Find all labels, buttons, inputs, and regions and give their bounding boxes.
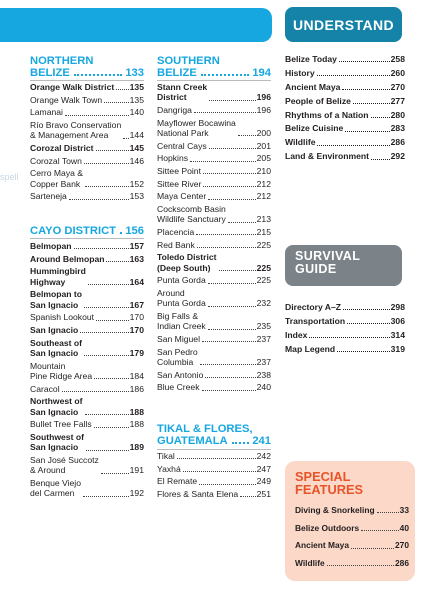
toc-entry-title: Big Falls & Indian Creek	[157, 311, 206, 332]
toc-entry	[157, 275, 271, 285]
toc-entry	[285, 344, 405, 354]
leader-dots	[65, 115, 129, 116]
toc-entry-page: 152	[129, 178, 144, 189]
toc-entry-page: 306	[390, 315, 405, 326]
toc-entry-title: Land & Environment	[285, 151, 370, 162]
toc-entry-title: Blue Creek	[157, 382, 200, 393]
toc-entry-page: 179	[129, 348, 144, 359]
toc-entry-page: 196	[256, 92, 271, 103]
toc-entry	[157, 382, 271, 392]
toc-entry-title: Corozal Town	[30, 155, 82, 166]
toc-entry-title: Lamanai	[30, 107, 63, 118]
section-entries	[157, 82, 271, 395]
toc-entry-page: 247	[256, 463, 271, 474]
leader-dots	[116, 89, 128, 90]
leader-dots	[80, 332, 128, 333]
section-heading-text: GUATEMALA	[157, 435, 228, 447]
toc-entry-page: 191	[129, 465, 144, 476]
section-entries	[157, 451, 271, 502]
toc-entry-title: Central Cays	[157, 140, 207, 151]
toc-entry-page: 212	[256, 191, 271, 202]
toc-entry-title: Yaxhá	[157, 463, 181, 474]
toc-entry	[285, 316, 405, 326]
toc-entry-page: 237	[256, 357, 271, 368]
leader-dots	[106, 261, 128, 262]
toc-entry	[295, 523, 409, 533]
special-features-box	[285, 461, 415, 581]
toc-entry	[157, 464, 271, 474]
leader-dots	[74, 248, 129, 249]
toc-entry-title: Mayflower Bocawina National Park	[157, 117, 236, 138]
toc-entry	[157, 105, 271, 115]
leader-dots	[347, 323, 389, 324]
toc-entry-page: 298	[390, 302, 405, 312]
leader-dots	[327, 565, 394, 566]
toc-entry-title: Orange Walk Town	[30, 94, 103, 105]
leader-dots	[196, 234, 255, 235]
leader-dots	[228, 222, 256, 223]
leader-dots	[371, 117, 390, 118]
section-heading-text: NORTHERN	[30, 55, 94, 67]
leader-dots	[353, 103, 390, 104]
toc-entry-title: Around Punta Gorda	[157, 288, 206, 309]
section-heading	[157, 423, 271, 447]
leader-dots	[85, 186, 129, 187]
toc-entry-page: 205	[256, 153, 271, 164]
toc-entry-page: 33	[399, 505, 409, 515]
leader-dots	[209, 148, 256, 149]
toc-entry	[30, 289, 144, 310]
toc-entry	[30, 82, 144, 92]
heading-leader-dots	[74, 74, 123, 76]
toc-entry-title: Maya Center	[157, 191, 207, 202]
section-heading-page: 194	[252, 67, 271, 79]
leader-dots	[69, 199, 129, 200]
toc-entry-title: Southwest of San Ignacio	[30, 432, 84, 453]
leader-dots	[83, 496, 129, 497]
section-heading-text: SOUTHERN	[157, 55, 220, 67]
toc-entry-page: 153	[129, 191, 144, 202]
toc-entry-title: Corozal District	[30, 143, 94, 154]
toc-entry	[157, 179, 271, 189]
leader-dots	[84, 307, 129, 308]
toc-entry-title: Belmopan	[30, 241, 72, 251]
toc-entry-page: 192	[129, 488, 144, 499]
toc-entry	[157, 311, 271, 332]
toc-entry	[30, 107, 144, 117]
toc-entry	[157, 370, 271, 380]
toc-entry	[30, 254, 144, 264]
leader-dots	[194, 112, 256, 113]
toc-entry-title: San José Succotz & Around	[30, 455, 99, 476]
toc-entry-page: 140	[129, 107, 144, 118]
toc-entry-page: 188	[129, 406, 144, 417]
toc-entry-page: 232	[256, 298, 271, 309]
toc-entry	[30, 120, 144, 141]
toc-entry-page: 270	[395, 540, 409, 551]
top-color-band	[0, 8, 272, 42]
toc-entry-title: Dangriga	[157, 104, 192, 115]
toc-entry-page: 235	[256, 321, 271, 332]
leader-dots	[208, 199, 255, 200]
toc-entry-page: 258	[390, 54, 405, 64]
toc-entry-page: 237	[256, 334, 271, 345]
toc-entry-page: 270	[390, 81, 405, 92]
toc-entry	[30, 241, 144, 251]
leader-dots	[86, 450, 129, 451]
leader-dots	[351, 548, 394, 549]
toc-entry-page: 319	[390, 343, 405, 354]
toc-entry-title: San Pedro Columbia	[157, 346, 198, 368]
leader-dots	[208, 283, 256, 284]
toc-entry-page: 314	[390, 329, 405, 340]
section-divider	[30, 80, 144, 81]
toc-entry	[30, 419, 144, 429]
toc-entry-title: El Remate	[157, 476, 198, 487]
toc-entry	[30, 143, 144, 153]
toc-entry	[285, 137, 405, 147]
toc-entry-page: 286	[390, 137, 405, 148]
leader-dots	[361, 530, 398, 531]
toc-entry-page: 164	[129, 276, 144, 287]
toc-entry-page: 184	[129, 371, 144, 381]
toc-entry-title: Orange Walk District	[30, 82, 115, 92]
toc-entry-title: Cerro Maya & Copper Bank	[30, 168, 84, 189]
toc-entry-page: 145	[129, 143, 144, 154]
toc-entry-page: 200	[256, 127, 271, 138]
section-heading-text: CAYO DISTRICT	[30, 225, 116, 237]
leader-dots	[203, 173, 256, 174]
toc-entry	[157, 153, 271, 163]
leader-dots	[177, 458, 256, 459]
toc-entry	[157, 191, 271, 201]
toc-entry	[295, 505, 409, 515]
toc-entry	[30, 455, 144, 476]
toc-entry-page: 201	[256, 140, 271, 151]
section-heading-page: 133	[125, 67, 144, 79]
toc-entry-page: 196	[256, 104, 271, 115]
toc-entry-page: 189	[129, 442, 144, 453]
leader-dots	[84, 355, 129, 356]
toc-entry-title: Index	[285, 329, 308, 340]
toc-entry-title: Punta Gorda	[157, 275, 206, 286]
understand-list	[285, 54, 405, 165]
leader-dots	[309, 337, 389, 338]
toc-entry-title: Diving & Snorkeling	[295, 505, 375, 515]
leader-dots	[94, 378, 129, 379]
leader-dots	[317, 75, 390, 76]
leader-dots	[84, 163, 129, 164]
toc-entry	[30, 168, 144, 189]
toc-entry	[285, 96, 405, 106]
toc-entry-title: Río Bravo Conservation & Management Area	[30, 120, 122, 141]
section-heading-text: BELIZE	[30, 67, 70, 79]
leader-dots	[342, 89, 389, 90]
section-heading-page: 156	[125, 225, 144, 237]
toc-entry-page: 186	[129, 383, 144, 394]
leader-dots	[85, 414, 129, 415]
leader-dots	[101, 473, 129, 474]
toc-entry-page: 260	[390, 67, 405, 78]
toc-entry	[285, 302, 405, 312]
section-entries	[30, 241, 144, 501]
special-features-title: SPECIAL FEATURES	[295, 469, 364, 497]
toc-entry-title: Directory A–Z	[285, 302, 342, 312]
leader-dots	[205, 377, 255, 378]
leader-dots	[96, 320, 129, 321]
toc-entry-title: Sittee Point	[157, 166, 201, 177]
toc-entry-page: 225	[256, 275, 271, 286]
section-heading-text: BELIZE	[157, 67, 197, 79]
toc-entry-title: San Ignacio	[30, 325, 79, 336]
leader-dots	[337, 351, 390, 352]
toc-entry	[157, 489, 271, 499]
toc-entry-page: 163	[129, 253, 144, 264]
leader-dots	[371, 159, 390, 160]
toc-entry	[30, 338, 144, 359]
leader-dots	[88, 284, 129, 285]
toc-entry-title: Hopkins	[157, 153, 189, 164]
leader-dots	[377, 512, 399, 513]
toc-entry-page: 212	[256, 178, 271, 189]
toc-entry	[30, 325, 144, 335]
leader-dots	[202, 390, 256, 391]
toc-entry	[285, 110, 405, 120]
toc-entry-title: Belmopan to San Ignacio	[30, 289, 83, 310]
toc-entry-title: Rhythms of a Nation	[285, 109, 369, 120]
toc-entry	[30, 191, 144, 201]
toc-entry-title: Cockscomb Basin Wildlife Sanctuary	[157, 204, 226, 225]
toc-entry-page: 144	[129, 130, 144, 141]
toc-entry-page: 277	[390, 95, 405, 106]
toc-entry	[157, 82, 271, 103]
leader-dots	[199, 484, 256, 485]
toc-entry-title: Flores & Santa Elena	[157, 489, 239, 500]
toc-entry	[157, 141, 271, 151]
toc-entry-title: Sittee River	[157, 178, 202, 189]
toc-entry-title: Wildlife	[295, 558, 325, 569]
heading-leader-dots	[201, 74, 250, 76]
toc-entry-page: 40	[399, 522, 409, 533]
toc-entry-title: Wildlife	[285, 137, 316, 148]
leader-dots	[208, 306, 256, 307]
toc-entry-page: 210	[256, 166, 271, 177]
toc-entry-page: 283	[390, 123, 405, 134]
toc-entry-page: 240	[256, 382, 271, 393]
toc-entry-title: Caracol	[30, 383, 60, 394]
toc-entry-page: 135	[129, 94, 144, 105]
faint-bleed-text: spell	[0, 172, 19, 182]
toc-entry	[157, 334, 271, 344]
section-heading	[157, 55, 271, 79]
leader-dots	[183, 471, 256, 472]
toc-entry-title: Mountain Pine Ridge Area	[30, 360, 93, 381]
toc-entry	[30, 432, 144, 453]
toc-entry-page: 242	[256, 451, 271, 461]
leader-dots	[240, 496, 255, 497]
toc-entry-page: 213	[256, 214, 271, 225]
toc-entry	[30, 396, 144, 417]
survival-guide-heading	[285, 245, 402, 286]
toc-entry-page: 146	[129, 155, 144, 166]
section-heading-text: TIKAL & FLORES,	[157, 423, 253, 435]
survival-guide-list	[285, 302, 405, 358]
toc-entry-page: 215	[256, 227, 271, 238]
section-entries	[30, 82, 144, 204]
toc-entry	[157, 347, 271, 368]
toc-entry-title: Tikal	[157, 451, 175, 461]
toc-entry	[157, 476, 271, 486]
leader-dots	[203, 186, 255, 187]
toc-entry-page: 170	[129, 312, 144, 323]
toc-entry-title: Belize Cuisine	[285, 123, 344, 134]
toc-entry-title: Red Bank	[157, 239, 195, 250]
section-heading	[30, 225, 144, 237]
toc-entry	[157, 118, 271, 139]
toc-entry	[30, 312, 144, 322]
toc-entry-title: Map Legend	[285, 343, 336, 354]
toc-entry	[295, 558, 409, 568]
toc-entry-title: Sarteneja	[30, 191, 67, 202]
toc-entry-title: San Miguel	[157, 334, 200, 345]
toc-entry-page: 286	[395, 558, 409, 569]
section-divider	[157, 449, 271, 450]
understand-heading: UNDERSTAND	[285, 7, 402, 42]
toc-entry-page: 249	[256, 476, 271, 487]
toc-entry	[30, 156, 144, 166]
toc-entry-title: San Antonio	[157, 369, 204, 380]
toc-entry	[295, 540, 409, 550]
leader-dots	[208, 329, 256, 330]
toc-entry-page: 188	[129, 419, 144, 430]
toc-entry	[157, 227, 271, 237]
leader-dots	[94, 427, 129, 428]
toc-entry-title: Around Belmopan	[30, 253, 105, 264]
toc-entry-title: History	[285, 67, 315, 78]
toc-entry-page: 167	[129, 299, 144, 310]
toc-entry-title: Toledo District (Deep South)	[157, 252, 217, 273]
section-divider	[30, 238, 144, 239]
toc-entry	[157, 252, 271, 273]
section-heading-page: 241	[252, 435, 271, 447]
toc-entry-page: 135	[129, 82, 144, 92]
toc-entry-page: 225	[256, 262, 271, 273]
leader-dots	[62, 391, 129, 392]
leader-dots	[200, 364, 256, 365]
leader-dots	[202, 341, 256, 342]
toc-entry-title: Ancient Maya	[285, 81, 341, 92]
toc-entry	[285, 82, 405, 92]
toc-entry	[157, 166, 271, 176]
toc-entry-title: Belize Outdoors	[295, 522, 360, 533]
leader-dots	[219, 270, 256, 271]
toc-entry-page: 238	[256, 369, 271, 380]
toc-entry	[285, 123, 405, 133]
leader-dots	[209, 100, 256, 101]
toc-entry	[30, 361, 144, 382]
survival-guide-title: SURVIVAL GUIDE	[295, 249, 361, 276]
section-heading	[30, 55, 144, 79]
toc-entry-title: Ancient Maya	[295, 540, 349, 551]
special-features-list	[295, 505, 409, 576]
toc-entry-title: Belize Today	[285, 54, 337, 64]
section-divider	[157, 80, 271, 81]
leader-dots	[339, 61, 390, 62]
toc-entry-page: 170	[129, 325, 144, 336]
leader-dots	[317, 145, 389, 146]
toc-entry	[157, 240, 271, 250]
toc-entry	[30, 478, 144, 499]
toc-entry-title: Northwest of San Ignacio	[30, 396, 83, 417]
toc-entry-page: 157	[129, 241, 144, 251]
toc-entry	[285, 68, 405, 78]
toc-entry	[285, 151, 405, 161]
toc-entry-title: People of Belize	[285, 95, 351, 106]
toc-entry-page: 251	[256, 489, 271, 500]
toc-entry	[285, 330, 405, 340]
toc-entry-page: 280	[390, 109, 405, 120]
leader-dots	[343, 309, 390, 310]
leader-dots	[345, 131, 389, 132]
toc-entry	[30, 95, 144, 105]
toc-entry	[157, 451, 271, 461]
leader-dots	[104, 102, 129, 103]
toc-entry	[157, 204, 271, 225]
leader-dots	[238, 135, 256, 136]
toc-entry-title: Hummingbird Highway	[30, 266, 86, 287]
toc-entry-title: Southeast of San Ignacio	[30, 337, 83, 359]
heading-leader-dots	[120, 232, 122, 234]
toc-entry-page: 292	[390, 151, 405, 162]
leader-dots	[96, 150, 129, 151]
leader-dots	[123, 138, 128, 139]
toc-entry-title: Benque Viejo del Carmen	[30, 478, 81, 499]
toc-entry-title: Bullet Tree Falls	[30, 419, 92, 430]
toc-entry-title: Placencia	[157, 227, 195, 238]
toc-entry	[285, 54, 405, 64]
toc-entry	[30, 384, 144, 394]
toc-entry-page: 225	[256, 239, 271, 250]
toc-entry-title: Spanish Lookout	[30, 312, 95, 323]
toc-entry-title: Transportation	[285, 315, 346, 326]
toc-entry	[157, 288, 271, 309]
leader-dots	[190, 161, 256, 162]
toc-entry-title: Stann Creek District	[157, 82, 208, 103]
heading-leader-dots	[232, 442, 250, 444]
leader-dots	[197, 247, 256, 248]
toc-entry	[30, 266, 144, 287]
